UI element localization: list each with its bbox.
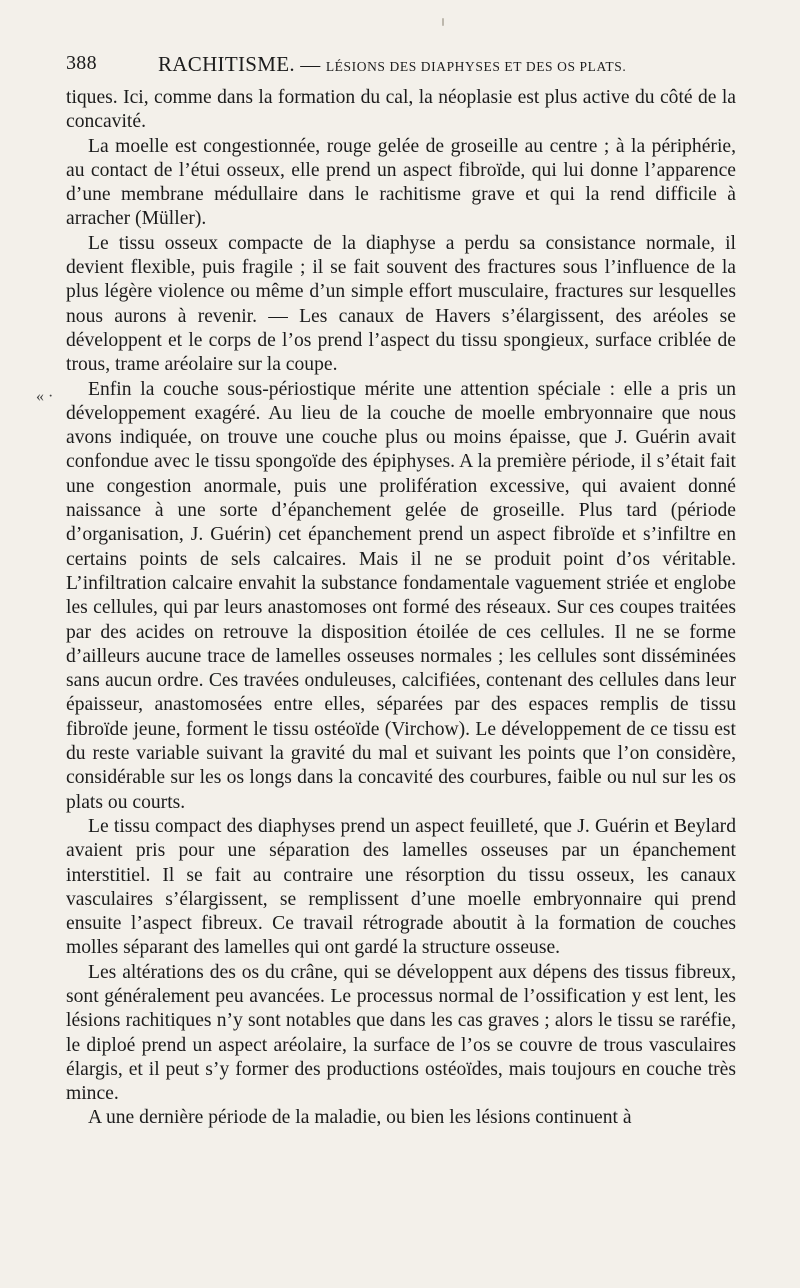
margin-mark: « ·	[36, 388, 54, 405]
section-title: LÉSIONS DES DIAPHYSES ET DES OS PLATS.	[325, 59, 627, 74]
paper-speck	[442, 18, 444, 26]
running-title-block	[158, 52, 626, 77]
dash-text: —	[300, 54, 321, 76]
paragraph-tissu-compacte: Le tissu osseux compacte de la diaphyse a perdu sa consistance normale, il devient flexible, puis fragile ; il se fait souvent des fractures sous l’influence de la plus légère violence ou même d’un simple effort musculaire, fractures sur lesquelles nous aurons à revenir. — Les canaux de Havers s’élargissent, des aréoles se développent et le corps de l’os prend l’aspect du tissu spongieux, surface criblée de trous, trame aréolaire sur la coupe.	[66, 232, 736, 376]
page-number: 388	[66, 52, 97, 74]
body-text	[66, 86, 736, 1131]
paragraph-continuation: tiques. Ici, comme dans la formation du cal, la néoplasie est plus active du côté de la concavité.	[66, 87, 736, 133]
paragraph-couche-sous-periostique: Enfin la couche sous-périostique mérite une attention spéciale : elle a pris un développement exagéré. Au lieu de la couche de moelle embryonnaire que nous avons indiquée, on trouve une couche plus ou moins épaisse, que J. Guérin avait confondue avec le tissu spongoïde des épiphyses. A la première période, il s’était fait une congestion anormale, puis une prolifération excessive, qui avaient donné naissance à une sorte d’épanchement gelée de groseille. Plus tard (période d’organisation, J. Guérin) cet épanchement prend un aspect fibroïde et s’infiltre en certains points de sels calcaires. Mais il ne se produit point d’os véritable. L’infiltration calcaire envahit la substance fondamentale vaguement striée et englobe les cellules, qui par leurs anastomoses ont formé des réseaux. Sur ces coupes traitées par des acides on retrouve la disposition étoilée de ces cellules. Il ne se forme d’ailleurs aucune trace de lamelles osseuses normales ; les cellules sont disséminées sans aucun ordre. Ces travées onduleuses, calcifiées, contenant des cellules dans leur épaisseur, anastomosées entre elles, séparées par des espaces remplis de tissu fibroïde jeune, forment le tissu ostéoïde (Virchow). Le développement de ce tissu est du reste variable suivant la gravité du mal et suivant les points que l’on considère, considérable sur les os longs dans la concavité des courbures, faible ou nul sur les os plats ou courts.	[66, 378, 736, 813]
paragraph-derniere-periode: A une dernière période de la maladie, ou bien les lésions continuent à	[88, 1107, 632, 1129]
paragraph-os-du-crane: Les altérations des os du crâne, qui se développent aux dépens des tissus fibreux, sont généralement peu avancées. Le processus normal de l’ossification y est lent, les lésions rachitiques n’y sont notables que dans les cas graves ; alors le tissu se raréfie, le diploé prend un aspect aréolaire, la surface de l’os se couvre de trous vasculaires élargis, et il peut s’y former des productions ostéoïdes, mais toujours en couche très mince.	[66, 961, 736, 1105]
paragraph-tissu-compact: Le tissu compact des diaphyses prend un aspect feuilleté, que J. Guérin et Beylard avaient pris pour une séparation des lamelles osseuses par un épanchement interstitiel. Il se fait au contraire une résorption du tissu osseux, les canaux vasculaires s’élargissent, se remplissent d’une moelle embryonnaire qui prend ensuite l’aspect fibreux. Ce travail rétrograde aboutit à la formation de couches molles séparant des lamelles qui ont gardé la structure osseuse.	[66, 815, 736, 959]
running-header	[66, 52, 736, 80]
running-title: RACHITISME.	[158, 52, 295, 76]
paragraph-moelle: La moelle est congestionnée, rouge gelée de groseille au centre ; à la périphérie, au contact de l’étui osseux, elle prend un aspect fibroïde, qui lui donne l’apparence d’une membrane médullaire dans le rachitisme grave et qui la rend difficile à arracher (Müller).	[66, 135, 736, 230]
header-dash	[300, 54, 326, 76]
